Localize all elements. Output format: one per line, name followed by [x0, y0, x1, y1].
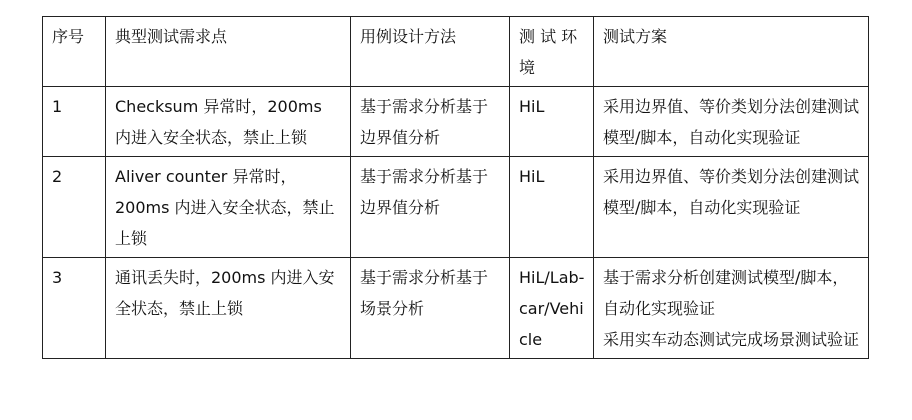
- test-requirements-table: [42, 16, 869, 359]
- cell-requirement: Aliver counter 异常时，200ms 内进入安全状态，禁止上锁: [106, 157, 351, 258]
- cell-design-method: 基于需求分析基于场景分析: [351, 258, 510, 359]
- cell-environment: HiL/Lab-car/Vehicle: [510, 258, 594, 359]
- table-row: [43, 157, 869, 258]
- cell-environment: HiL: [510, 87, 594, 157]
- table-row: [43, 258, 869, 359]
- header-no: 序号: [43, 17, 106, 87]
- table-header-row: [43, 17, 869, 87]
- header-design-method: 用例设计方法: [351, 17, 510, 87]
- scheme-line: 采用实车动态测试完成场景测试验证: [603, 330, 860, 349]
- cell-scheme: 采用边界值、等价类划分法创建测试模型/脚本，自动化实现验证: [594, 157, 869, 258]
- header-environment: 测 试 环境: [510, 17, 594, 87]
- cell-no: 3: [43, 258, 106, 359]
- cell-no: 2: [43, 157, 106, 258]
- cell-design-method: 基于需求分析基于边界值分析: [351, 87, 510, 157]
- cell-no: 1: [43, 87, 106, 157]
- scheme-line: 基于需求分析创建测试模型/脚本，自动化实现验证: [603, 268, 849, 318]
- cell-design-method: 基于需求分析基于边界值分析: [351, 157, 510, 258]
- header-requirement: 典型测试需求点: [106, 17, 351, 87]
- cell-scheme: [594, 258, 869, 359]
- table-row: [43, 87, 869, 157]
- header-scheme: 测试方案: [594, 17, 869, 87]
- cell-requirement: Checksum 异常时，200ms 内进入安全状态，禁止上锁: [106, 87, 351, 157]
- cell-environment: HiL: [510, 157, 594, 258]
- cell-requirement: 通讯丢失时，200ms 内进入安全状态，禁止上锁: [106, 258, 351, 359]
- cell-scheme: 采用边界值、等价类划分法创建测试模型/脚本，自动化实现验证: [594, 87, 869, 157]
